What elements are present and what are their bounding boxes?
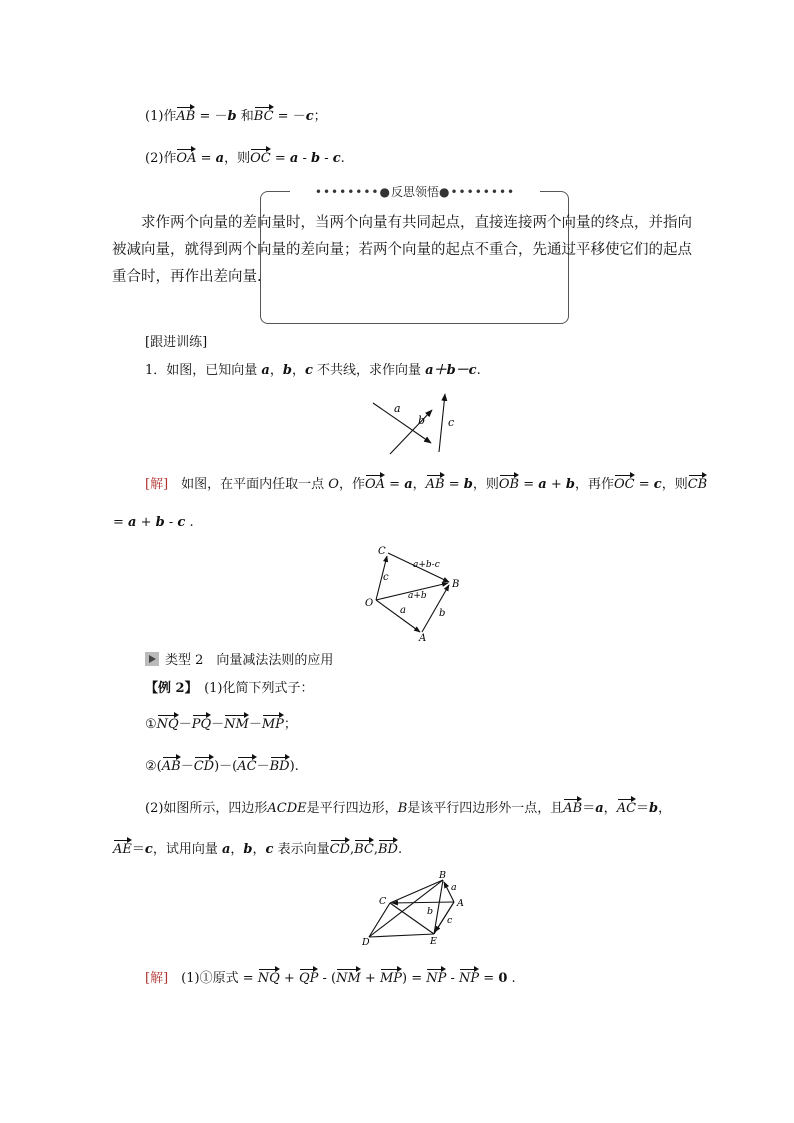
point-D: D [362, 937, 370, 948]
point-C: C [379, 896, 387, 907]
vector-AB: AB [176, 105, 195, 126]
step1-line: (1)作AB = －b 和BC = －c； [145, 105, 327, 126]
vector-OC: OC [250, 147, 271, 168]
solution1-line2: = a + b - c . [113, 515, 194, 530]
example-part2-line2: AE＝c，试用向量 a，b，c 表示向量CD,BC,BD. [113, 838, 402, 859]
example-part2-line1: (2)如图所示，四边形ACDE是平行四边形，B是该平行四边形外一点，且AB＝a，AC＝b， [145, 797, 671, 818]
label-b: b [439, 608, 446, 619]
vector-b-line [390, 410, 432, 454]
label-c: c [383, 572, 389, 583]
point-A: A [419, 633, 427, 644]
figure-parallelogram-ACDE [355, 868, 480, 950]
reflection-title: ••••••••●反思领悟●•••••••• [290, 184, 540, 200]
label-b: b [427, 906, 434, 917]
label-a-plus-b-minus-c: a+b-c [413, 560, 440, 570]
point-O: O [365, 598, 374, 609]
label-a: a [394, 402, 401, 415]
practice-heading: [跟进训练] [145, 335, 208, 350]
segment-DE [369, 934, 434, 937]
point-A: A [457, 898, 464, 909]
vector-AC-line [392, 902, 454, 903]
segment-CD [369, 903, 390, 937]
reflection-text: 求作两个向量的差向量时，当两个向量有共同起点，直接连接两个向量的终点，并指向被减向量，就得到两个向量的差向量；若两个向量的起点不重合，先通过平移使它们的起点重合时，再作出差向量. [112, 215, 692, 285]
example-item-2: ②(AB－CD)－(AC－BD). [145, 755, 299, 776]
label-a: a [451, 882, 457, 893]
label-b: b [418, 414, 426, 427]
vector-c-line [439, 394, 445, 452]
label-c: c [448, 416, 455, 429]
label-a: a [400, 605, 406, 616]
figure-construction-OABC [360, 540, 470, 645]
point-C: C [378, 546, 386, 557]
label-c: c [447, 915, 453, 926]
label-a-plus-b: a+b [408, 591, 427, 601]
example-heading: 【例 2】 (1)化简下列式子： [145, 681, 314, 696]
segment-BC [390, 880, 443, 903]
play-icon [145, 652, 159, 666]
vector-OA: OA [176, 147, 196, 168]
figure-vectors-abc [365, 390, 465, 460]
vector-OA-line [376, 600, 420, 632]
point-B: B [452, 579, 460, 590]
section-heading: 类型 2 向量减法法则的应用 [145, 652, 333, 669]
solution2-line1: [解] (1)①原式 = NQ + QP - (NM + MP) = NP - NP = 0 . [145, 967, 516, 988]
solution1-line1: [解] 如图，在平面内任取一点 O，作OA = a，AB = b，则OB = a + b，再作OC = c，则CB [145, 473, 707, 494]
point-B: B [439, 870, 446, 881]
vector-BC: BC [254, 105, 274, 126]
practice-question-1: 1．如图，已知向量 a，b，c 不共线，求作向量 a＋b－c. [145, 363, 481, 378]
point-E: E [430, 936, 437, 947]
step2-line: (2)作OA = a，则OC = a - b - c. [145, 147, 345, 168]
example-item-1: ①NQ－PQ－NM－MP； [145, 713, 297, 734]
